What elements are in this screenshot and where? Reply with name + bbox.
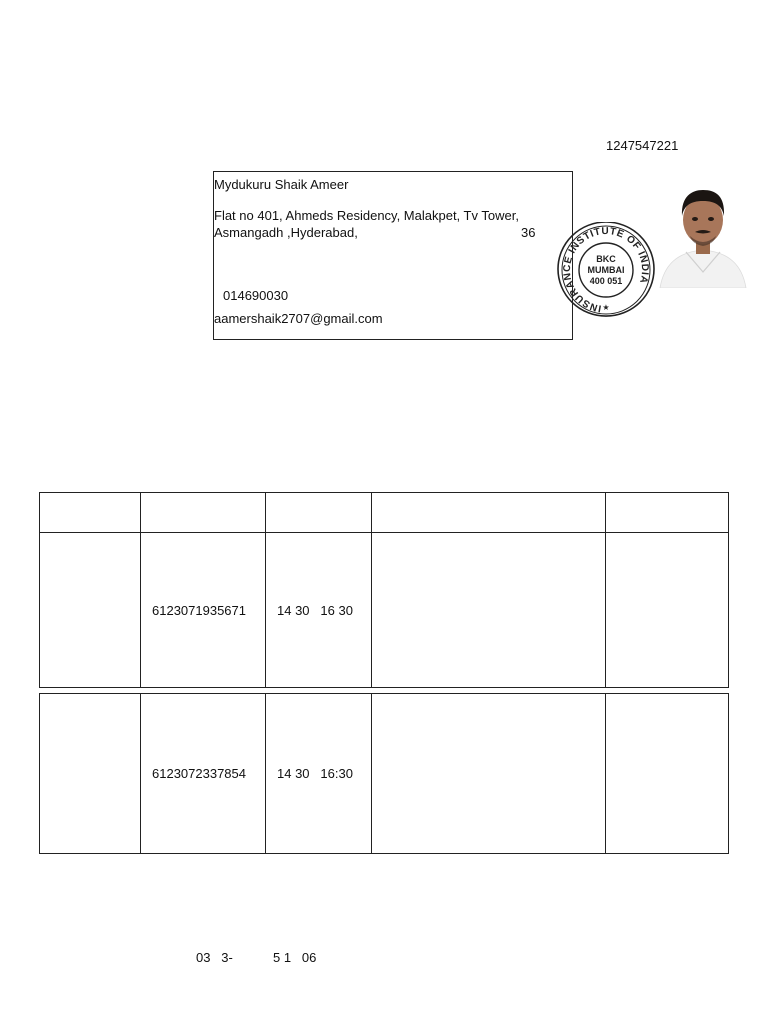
- candidate-name: Mydukuru Shaik Ameer: [214, 177, 349, 192]
- registration-number: 1247547221: [606, 138, 679, 153]
- svg-text:400 051: 400 051: [589, 276, 623, 286]
- address-suffix: 36: [521, 225, 536, 240]
- svg-text:MUMBAI: MUMBAI: [587, 265, 625, 275]
- start-time: 14 30: [277, 766, 310, 781]
- candidate-address-box: [213, 171, 573, 340]
- svg-text:★: ★: [602, 303, 610, 312]
- institute-seal-stamp: [554, 222, 658, 318]
- footer-time: 5 1 06: [273, 950, 317, 965]
- header-cell: [40, 493, 141, 533]
- svg-text:BKC: BKC: [596, 254, 616, 264]
- footer-date: 03 3-: [196, 950, 233, 965]
- row-cell: [372, 533, 606, 688]
- row-cell: [40, 533, 141, 688]
- phone-number: 014690030: [223, 288, 289, 303]
- svg-text:INSURANCE INSTITUTE OF INDIA: INSURANCE INSTITUTE OF INDIA: [561, 225, 651, 314]
- address-line-1: Flat no 401, Ahmeds Residency, Malakpet, Tv Tower,: [214, 208, 519, 223]
- email-address: aamershaik2707@gmail.com: [214, 311, 383, 326]
- row-cell: [606, 694, 729, 854]
- end-time: 16:30: [320, 766, 353, 781]
- start-time: 14 30: [277, 602, 310, 618]
- candidate-photo: [656, 186, 750, 288]
- schedule-table-header: [39, 492, 729, 533]
- table-row: [39, 532, 729, 688]
- exam-code: 6123072337854: [152, 766, 246, 781]
- exam-code: 6123071935671: [152, 602, 246, 618]
- header-cell: [606, 493, 729, 533]
- end-time: 16 30: [320, 602, 353, 618]
- header-cell: [141, 493, 266, 533]
- header-cell: [372, 493, 606, 533]
- row-cell: [40, 694, 141, 854]
- time-cell: [266, 533, 372, 688]
- address-line-2: Asmangadh ,Hyderabad,: [214, 225, 358, 240]
- row-cell: [372, 694, 606, 854]
- table-row: [39, 693, 729, 854]
- row-cell: [606, 533, 729, 688]
- header-cell: [266, 493, 372, 533]
- time-cell: [266, 694, 372, 854]
- code-cell: [141, 533, 266, 688]
- code-cell: [141, 694, 266, 854]
